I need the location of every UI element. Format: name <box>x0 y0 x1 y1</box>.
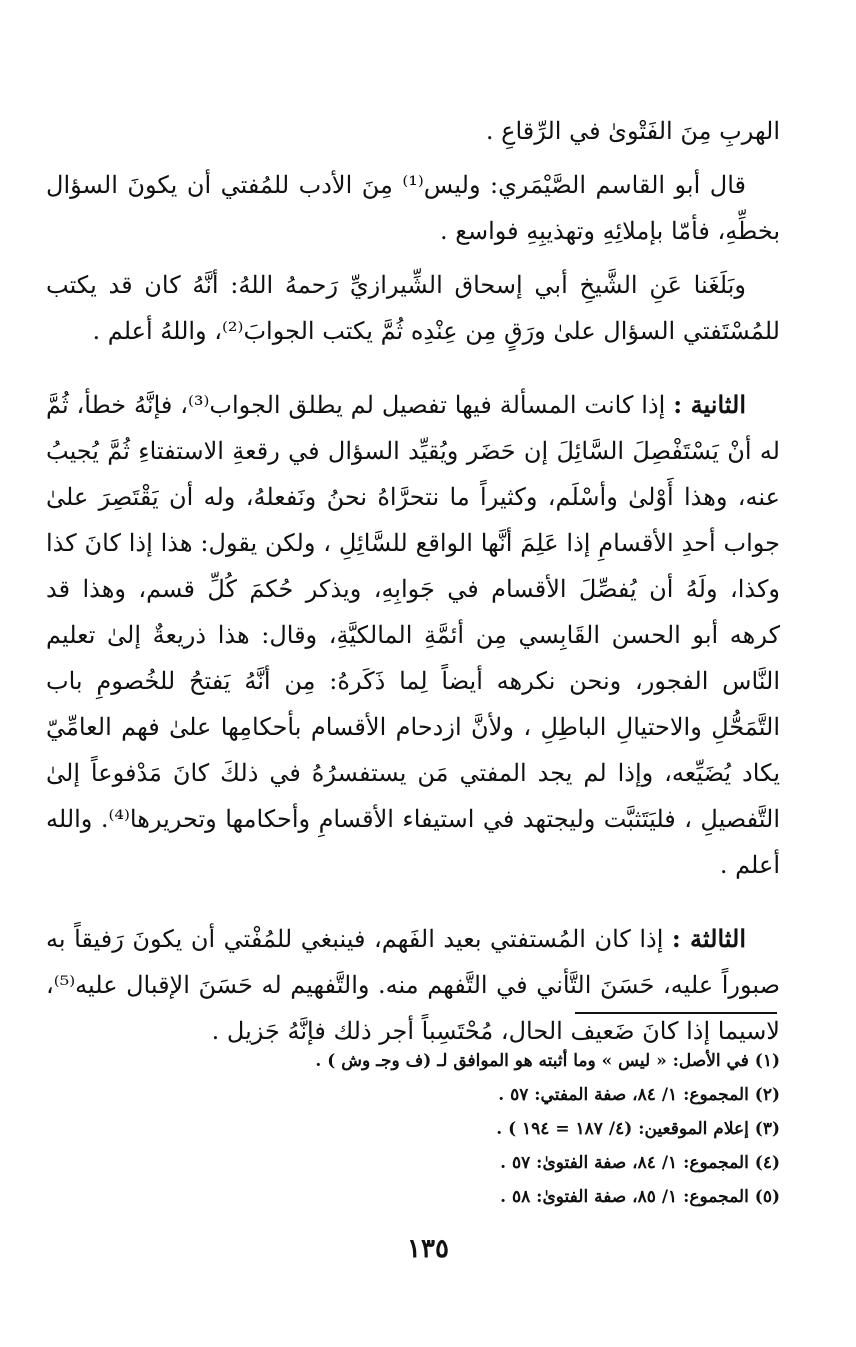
third-issue-text: إذا كان المُستفتي بعيد الفَهم، فينبغي للمُفْتي أن يكونَ رَفيقاً به صبوراً عليه، حَسَنَ التَّأني في التَّفهم منه. والتَّفهيم له حَسَنَ الإقبال عليه⁽⁵⁾، لاسيما إذا كانَ ضَعيف الحال، مُحْتَسِباً أجر ذلك فإنَّهُ جَزيل . <box>46 925 780 1045</box>
second-issue-text: إذا كانت المسألة فيها تفصيل لم يطلق الجواب⁽³⁾، فإنَّهُ خطأ، ثُمَّ له أنْ يَسْتَفْصِلَ السَّائِلَ إن حَضَر ويُقيِّد السؤال في رقعةِ الاستفتاءِ ثُمَّ يُجيبُ عنه، وهذا أَوْلىٰ وأسْلَم، وكثيراً ما نتحرَّاهُ نحنُ ونَفعلهُ، وله أن يَقْتَصِرَ علىٰ جواب أحدِ الأقسامِ إذا عَلِمَ أنَّها الواقع للسَّائِلِ ، ولكن يقول: هذا إذا كانَ كذا وكذا، ولَهُ أن يُفصِّلَ الأقسام في جَوابِهِ، ويذكر حُكمَ كُلِّ قسم، وهذا قد كرهه أبو الحسن القَابِسي مِن أئمَّةِ المالكيَّةِ، وقال: هذا ذريعةٌ إلىٰ تعليم النَّاس الفجور، ونحن نكرهه أيضاً لِما ذَكَرهُ: مِن أنَّهُ يَفتحُ للخُصومِ باب التَّمَحُّلِ والاحتيالِ الباطِلِ ، ولأنَّ ازدحام الأقسام بأحكامِها علىٰ فهم العامِّيّ يكاد يُضَيِّعه، وإذا لم يجد المفتي مَن يستفسرُهُ في ذلكَ كانَ مَدْفوعاً إلىٰ التَّفصيلِ ، فليَتَثبَّت وليجتهد في استيفاء الأقسامِ وأحكامها وتحريرها⁽⁴⁾. والله أعلم . <box>46 391 780 879</box>
second-issue-heading: الثانية : <box>673 390 746 419</box>
third-issue-heading: الثالثة : <box>671 924 746 953</box>
paragraph-third-issue <box>46 916 780 1054</box>
footnote-1: (١) في الأصل: « ليس » وما أثبته هو الموافق لـ (ف وجـ وش ) . <box>315 1051 780 1071</box>
paragraph-second-issue <box>46 382 780 888</box>
footnote-3: (٣) إعلام الموقعين: (٤/ ١٨٧ = ١٩٤ ) . <box>496 1119 780 1139</box>
footnote-5: (٥) المجموع: ١/ ٨٥، صفة الفتوىٰ: ٥٨ . <box>500 1187 780 1207</box>
paragraph-shirazi: وبَلَغَنا عَنِ الشَّيخِ أبي إسحاق الشِّيرازيِّ رَحمهُ اللهُ: أنَّهُ كان قد يكتب للمُسْتَفتي السؤال علىٰ ورَقٍ مِن عِنْدِه ثُمَّ يكتب الجوابَ⁽²⁾، واللهُ أعلم . <box>46 271 780 345</box>
footnote-separator <box>575 1012 777 1014</box>
footnotes <box>60 1044 780 1214</box>
paragraph-continuation: الهربِ مِنَ الفَتْوىٰ في الرِّقاعِ . <box>485 117 780 145</box>
footnote-2: (٢) المجموع: ١/ ٨٤، صفة المفتي: ٥٧ . <box>498 1085 780 1105</box>
page-number: ١٣٥ <box>407 1234 449 1264</box>
footnote-4: (٤) المجموع: ١/ ٨٤، صفة الفتوىٰ: ٥٧ . <box>500 1153 780 1173</box>
main-text <box>46 108 780 1054</box>
paragraph-saymari: قال أبو القاسم الصَّيْمَري: وليس⁽¹⁾ مِنَ الأدب للمُفتي أن يكونَ السؤال بخطِّهِ، فأمّا بإملائِهِ وتهذيبِهِ فواسع . <box>46 171 780 245</box>
